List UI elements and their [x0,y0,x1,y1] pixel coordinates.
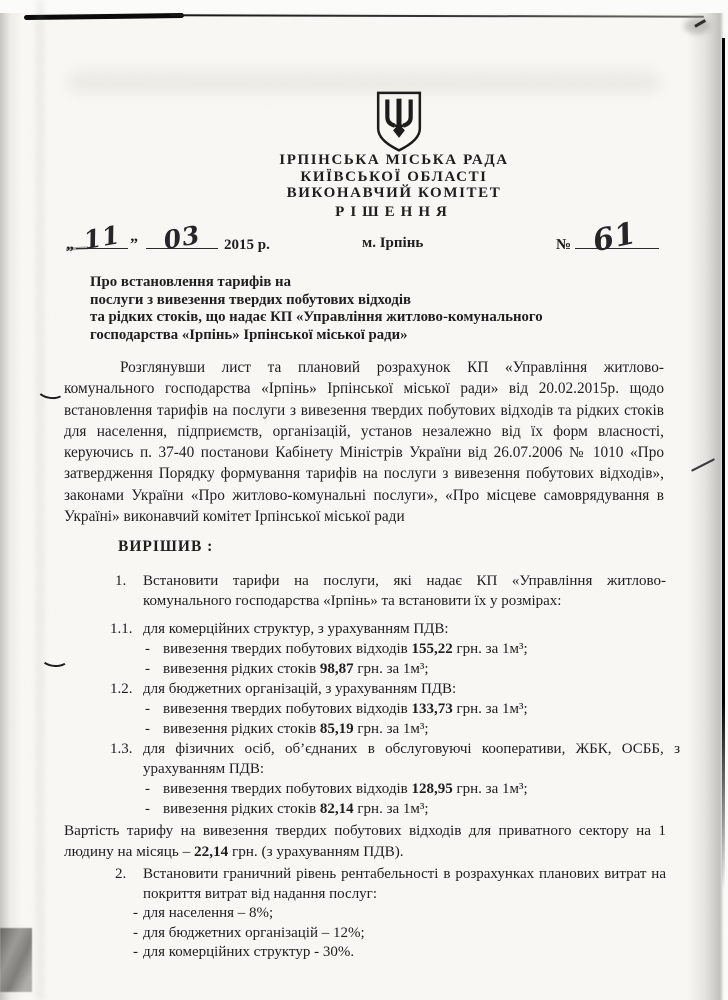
tariff-unit: грн. за 1м³; [353,801,429,818]
bullet-text: для комерційних структур - 30%. [143,944,355,961]
bullet-text: для населення – 8%; [143,905,274,922]
tariff-text: вивезення твердих побутових відходів [163,701,412,718]
item-number: 2. [115,866,127,883]
title-line: Про встановлення тарифів на [90,274,291,290]
bullet-text: для бюджетних організацій – 12%; [143,924,365,941]
note-value: 22,14 [194,843,229,861]
tariff-value: 98,87 [319,661,354,678]
tariff-row [0,779,728,799]
title-line: господарства «Ірпінь» Ірпінської міської ради» [90,326,408,343]
org-header [30,152,728,221]
rentability-bullet [133,924,728,944]
number-group [556,215,659,260]
tariff-unit: грн. за 1м³; [452,701,528,718]
item-text: для фізичних осіб, об’єднаних в обслуговуючі кооперативи, ЖБК, ОСББ, з урахуванням ПДВ: [143,741,680,778]
number-blank [575,215,659,260]
preamble-paragraph: Розглянувши лист та плановий розрахунок КП «Управління житлово-комунального господарства «Ірпінь» Ірпінської міської ради» від 20.02.2015р. щодо встановлення тарифів на послуги з вивезення твердих побутових відходів та рідких стоків для населення, підприємств, організацій, установ незалежно від їх форм власності, керуючись п. 37-40 постанови Кабінету Міністрів України від 26.07.2006 № 1010 «Про затвердження Порядку формування тарифів на послуги з вивезення побутових відходів», законами України «Про житлово-комунальні послуги», «Про місцеве самоврядування в Україні» виконавчий комітет Ірпінської міської ради [64,359,664,526]
tariff-value: 85,19 [319,721,354,738]
tariff-value: 82,14 [319,801,354,818]
tariff-row [0,639,728,659]
item-number: 1. [115,573,127,590]
month-blank [146,220,218,255]
handwritten-month: 03 [161,220,203,255]
dash-bullet: - [145,721,150,738]
number-sign: № [556,237,572,253]
close-quote: ” [130,236,138,253]
list-item-1-3 [0,739,728,779]
resolved-heading: ВИРІШИВ : [118,538,214,556]
item-text: для комерційних структур, з урахуванням ПДВ: [143,621,449,638]
item-text: для бюджетних організацій, з урахуванням ПДВ: [143,681,457,698]
dash-bullet: - [145,661,150,678]
date-group [66,220,270,255]
dash-bullet: - [133,905,138,922]
tariff-value: 155,22 [411,641,453,658]
item-number: 1.3. [110,741,133,758]
tariff-text: вивезення твердих побутових відходів [163,641,412,658]
document-title [90,274,655,344]
tariff-value: 133,73 [411,701,453,718]
list-item-1-1 [0,619,728,639]
tariff-unit: грн. за 1м³; [452,641,528,658]
list-item-1 [0,571,728,611]
tariff-text: вивезення рідких стоків [163,721,320,738]
dash-bullet: - [145,781,150,798]
trident-emblem-icon [374,86,424,158]
day-blank [76,220,128,255]
tariff-row [0,799,728,819]
dash-bullet: - [133,944,138,961]
rentability-bullet [133,943,728,963]
item-number: 1.2. [110,681,133,698]
tariff-value: 128,95 [411,781,453,798]
tariff-text: вивезення рідких стоків [163,801,320,818]
year-label: 2015 р. [224,237,270,253]
item-text: Встановити тарифи на послуги, які надає КП «Управління житлово-комунального господарства «Ірпінь» та встановити їх у розмірах: [143,573,666,610]
org-committee-line: ВИКОНАВЧИЙ КОМІТЕТ [286,185,502,201]
document-body [0,274,728,963]
rentability-bullet [133,904,728,924]
tariff-row [0,699,728,719]
item-text: Встановити граничний рівень рентабельності в розрахунках планових витрат на покриття витрат від надання послуг: [143,866,666,903]
tariff-unit: грн. за 1м³; [353,661,429,678]
tariff-row [0,719,728,739]
org-region-line: КИЇВСЬКОЇ ОБЛАСТІ [300,168,488,185]
city-label: м. Ірпінь [362,235,424,251]
handwritten-number: 61 [589,215,640,260]
dash-bullet: - [145,641,150,658]
private-sector-note [64,820,666,862]
tariff-text: вивезення рідких стоків [163,661,320,678]
title-line: послуги з вивезення твердих побутових відходів [90,291,411,308]
item-number: 1.1. [110,621,133,638]
dash-bullet: - [145,801,150,818]
note-suffix: грн. (з урахуванням ПДВ). [228,843,404,861]
document-type-label: РІШЕННЯ [335,203,453,220]
org-name-line: ІРПІНСЬКА МІСЬКА РАДА [279,152,509,168]
dateline [0,215,728,260]
tariff-unit: грн. за 1м³; [353,721,429,738]
handwritten-day: 11 [81,220,123,255]
tariff-unit: грн. за 1м³; [452,781,528,798]
list-item-1-2 [0,679,728,699]
title-line: та рідких стоків, що надає КП «Управління житлово-комунального [90,309,543,325]
list-item-2 [0,864,728,904]
open-quote: „ [66,236,74,253]
dash-bullet: - [133,924,138,941]
note-text: Вартість тарифу на вивезення твердих побутових відходів для приватного сектору на 1 людину на місяць – [64,822,666,861]
tariff-text: вивезення твердих побутових відходів [163,781,412,798]
tariff-row [0,659,728,679]
dash-bullet: - [145,701,150,718]
